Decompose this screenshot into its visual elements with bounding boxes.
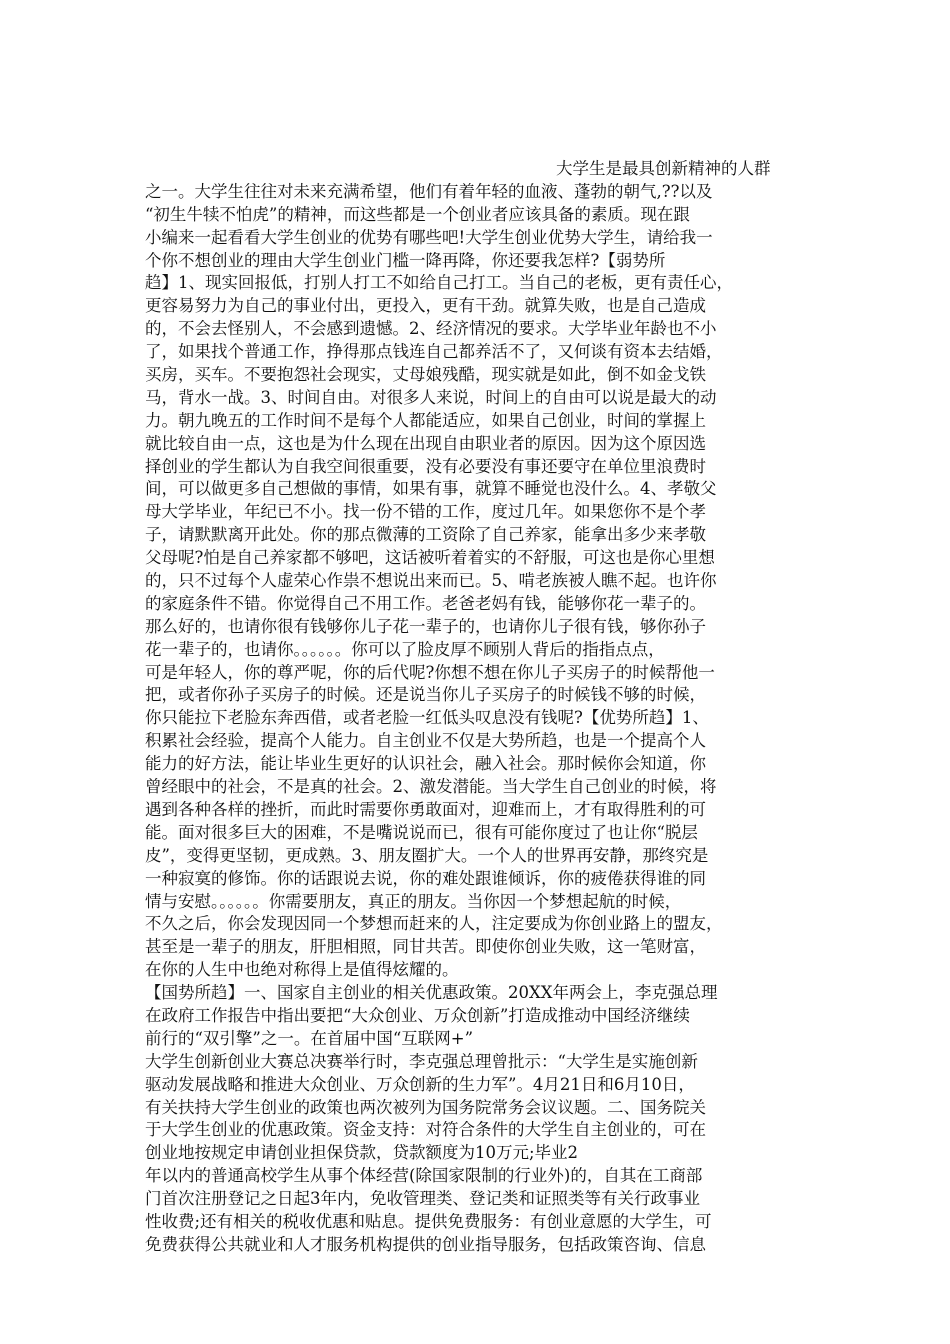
text-line: 皮”，变得更坚韧，更成熟。3、朋友圈扩大。一个人的世界再安静，那终究是 [145, 845, 709, 865]
text-line: 间，可以做更多自己想做的事情，如果有事，就算不睡觉也没什么。4、孝敬父 [145, 479, 717, 499]
text-line: 的，只不过每个人虚荣心作祟不想说出来而已。5、啃老族被人瞧不起。也许你 [145, 571, 717, 591]
text-line: 年以内的普通高校学生从事个体经营(除国家限制的行业外)的，自其在工商部 [145, 1166, 703, 1186]
text-line: 小编来一起看看大学生创业的优势有哪些吧!大学生创业优势大学生，请给我一 [145, 227, 713, 247]
text-line: 可是年轻人，你的尊严呢，你的后代呢?你想不想在你儿子买房子的时候帮他一 [145, 662, 715, 682]
text-line: 那么好的，也请你很有钱够你儿子花一辈子的，也请你儿子很有钱，够你孙子 [145, 616, 706, 636]
text-line: 大学生创新创业大赛总决赛举行时，李克强总理曾批示：“大学生是实施创新 [145, 1051, 698, 1071]
text-line: 子，请默默离开此处。你的那点微薄的工资除了自己养家，能拿出多少来孝敬 [145, 525, 706, 545]
text-line: 【国势所趋】一、国家自主创业的相关优惠政策。20XX年两会上，李克强总理 [145, 983, 718, 1003]
text-line: 曾经眼中的社会，不是真的社会。2、激发潜能。当大学生自己创业的时候，将 [145, 777, 717, 797]
text-line: 母大学毕业，年纪已不小。找一份不错的工作，度过几年。如果您你不是个孝 [145, 502, 706, 522]
text-line: 不久之后，你会发现因同一个梦想而赶来的人，注定要成为你创业路上的盟友， [145, 914, 723, 934]
text-line: 个你不想创业的理由大学生创业门槛一降再降，你还要我怎样?【弱势所 [145, 250, 666, 270]
text-line: 一种寂寞的修饰。你的话跟说去说，你的难处跟谁倾诉，你的疲倦获得谁的同 [145, 868, 706, 888]
text-line: 把，或者你孙子买房子的时候。还是说当你儿子买房子的时候钱不够的时候， [145, 685, 706, 705]
text-line: 前行的“双引擎”之一。在首届中国“互联网+” [145, 1028, 474, 1048]
document-body [145, 158, 805, 1257]
text-line: 的，不会去怪别人，不会感到遗憾。2、经济情况的要求。大学毕业年龄也不小 [145, 319, 717, 339]
text-line: 能。面对很多巨大的困难，不是嘴说说而已，很有可能你度过了也让你“脱层 [145, 822, 698, 842]
text-line: 门首次注册登记之日起3年内，免收管理类、登记类和证照类等有关行政事业 [145, 1189, 700, 1209]
text-line: 遇到各种各样的挫折，而此时需要你勇敢面对，迎难而上，才有取得胜利的可 [145, 799, 706, 819]
text-line: 你只能拉下老脸东奔西借，或者老脸一红低头叹息没有钱呢?【优势所趋】1、 [145, 708, 709, 728]
text-line: 买房，买车。不要抱怨社会现实，丈母娘残酷，现实就是如此，倒不如金戈铁 [145, 365, 706, 385]
text-line: 的家庭条件不错。你觉得自己不用工作。老爸老妈有钱，能够你花一辈子的。 [145, 593, 706, 613]
text-line: 能力的好方法，能让毕业生更好的认识社会，融入社会。那时候你会知道，你 [145, 754, 706, 774]
text-line: 有关扶持大学生创业的政策也两次被列为国务院常务会议议题。二、国务院关 [145, 1097, 706, 1117]
text-line: 情与安慰。。。。。。你需要朋友，真正的朋友。当你因一个梦想起航的时候， [145, 891, 682, 911]
text-line: 性收费;还有相关的税收优惠和贴息。提供免费服务：有创业意愿的大学生，可 [145, 1211, 712, 1231]
text-line: 在政府工作报告中指出要把“大众创业、万众创新”打造成推动中国经济继续 [145, 1005, 690, 1025]
text-line: 创业地按规定申请创业担保贷款，贷款额度为10万元;毕业2 [145, 1143, 579, 1163]
text-line: 免费获得公共就业和人才服务机构提供的创业指导服务，包括政策咨询、信息 [145, 1234, 706, 1254]
text-line: 择创业的学生都认为自我空间很重要，没有必要没有事还要守在单位里浪费时 [145, 456, 706, 476]
text-line: 趋】1、现实回报低，打别人打工不如给自己打工。当自己的老板，更有责任心， [145, 273, 733, 293]
text-line: 在你的人生中也绝对称得上是值得炫耀的。 [145, 960, 459, 980]
text-line: 更容易努力为自己的事业付出，更投入，更有干劲。就算失败，也是自己造成 [145, 296, 706, 316]
text-line: 之一。大学生往往对未来充满希望，他们有着年轻的血液、蓬勃的朝气,??以及 [145, 181, 713, 201]
text-line: 驱动发展战略和推进大众创业、万众创新的生力军”。4月21日和6月10日， [145, 1074, 695, 1094]
text-line: 于大学生创业的优惠政策。资金支持：对符合条件的大学生自主创业的，可在 [145, 1120, 706, 1140]
text-line: 了，如果找个普通工作，挣得那点钱连自己都养活不了，又何谈有资本去结婚， [145, 342, 723, 362]
text-line: 花一辈子的，也请你。。。。。。你可以了脸皮厚不顾别人背后的指指点点， [145, 639, 665, 659]
text-line: 甚至是一辈子的朋友，肝胆相照，同甘共苦。即使你创业失败，这一笔财富， [145, 937, 706, 957]
text-line: 大学生是最具创新精神的人群 [556, 159, 771, 178]
text-line: 积累社会经验，提高个人能力。自主创业不仅是大势所趋，也是一个提高个人 [145, 731, 706, 751]
text-line: “初生牛犊不怕虎”的精神，而这些都是一个创业者应该具备的素质。现在跟 [145, 204, 690, 224]
text-line: 力。朝九晚五的工作时间不是每个人都能适应，如果自己创业，时间的掌握上 [145, 410, 706, 430]
text-line: 马，背水一战。3、时间自由。对很多人来说，时间上的自由可以说是最大的动 [145, 387, 717, 407]
text-line: 父母呢?怕是自己养家都不够吧，这话被听着着实的不舒服，可这也是你心里想 [145, 548, 715, 568]
text-line: 就比较自由一点，这也是为什么现在出现自由职业者的原因。因为这个原因选 [145, 433, 706, 453]
